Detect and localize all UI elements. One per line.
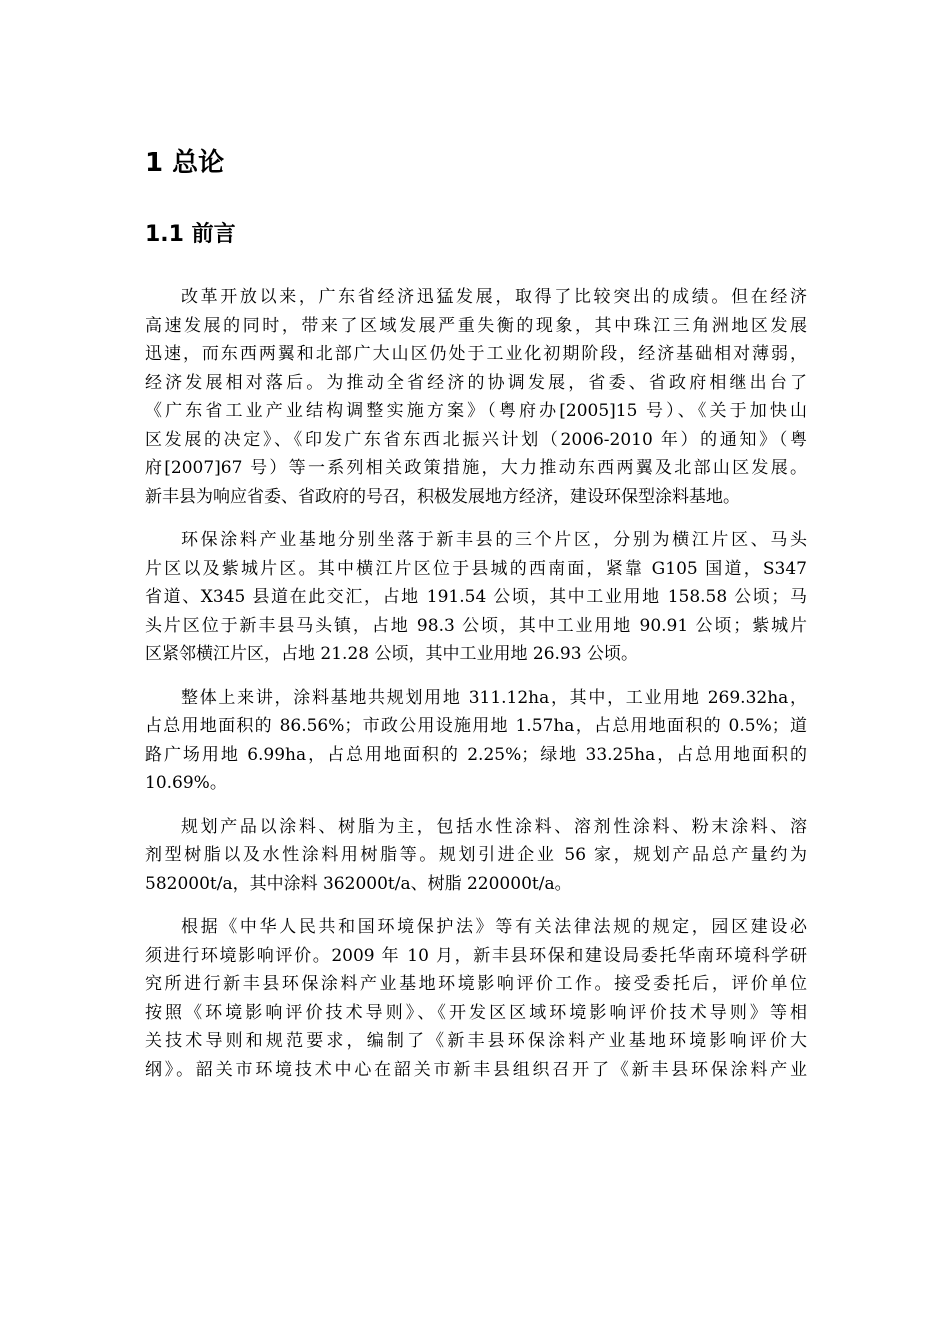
paragraph-line: 究所进行新丰县环保涂料产业基地环境影响评价工作。接受委托后，评价单位 xyxy=(145,974,807,994)
paragraph-line: 整体上来讲，涂料基地共规划用地 311.12ha，其中，工业用地 269.32ha， xyxy=(181,687,807,708)
paragraph-line: 头片区位于新丰县马头镇，占地 98.3 公顷，其中工业用地 90.91 公顷；紫城片 xyxy=(145,615,807,636)
paragraph-line: 高速发展的同时，带来了区域发展严重失衡的现象，其中珠江三角洲地区发展 xyxy=(145,315,807,336)
paragraph-line: 环保涂料产业基地分别坐落于新丰县的三个片区，分别为横江片区、马头 xyxy=(181,530,807,550)
paragraph-line: 剂型树脂以及水性涂料用树脂等。规划引进企业 56 家，规划产品总产量约为 xyxy=(145,845,807,865)
paragraph-line: 《广东省工业产业结构调整实施方案》（粤府办[2005]15 号）、《关于加快山 xyxy=(145,401,807,421)
chapter-title: 1 总论 xyxy=(145,148,225,178)
paragraph-line: 府[2007]67 号）等一系列相关政策措施，大力推动东西两翼及北部山区发展。 xyxy=(145,458,807,478)
paragraph-1 xyxy=(145,283,807,511)
paragraph-line: 须进行环境影响评价。2009 年 10 月，新丰县环保和建设局委托华南环境科学研 xyxy=(145,945,807,966)
paragraph-line: 省道、X345 县道在此交汇，占地 191.54 公顷，其中工业用地 158.58 公顷；马 xyxy=(145,587,807,607)
paragraph-line: 582000t/a，其中涂料 362000t/a、树脂 220000t/a。 xyxy=(145,873,572,894)
paragraph-line: 片区以及紫城片区。其中横江片区位于县城的西南面，紧靠 G105 国道，S347 xyxy=(145,558,807,579)
paragraph-line: 规划产品以涂料、树脂为主，包括水性涂料、溶剂性涂料、粉末涂料、溶 xyxy=(181,816,807,837)
paragraph-line: 区紧邻横江片区，占地 21.28 公顷，其中工业用地 26.93 公顷。 xyxy=(145,644,638,664)
paragraph-line: 10.69%。 xyxy=(145,773,227,793)
paragraph-3 xyxy=(145,684,807,798)
paragraph-line: 纲》。韶关市环境技术中心在韶关市新丰县组织召开了《新丰县环保涂料产业 xyxy=(145,1059,807,1080)
paragraph-2 xyxy=(145,526,807,669)
paragraph-line: 关技术导则和规范要求，编制了《新丰县环保涂料产业基地环境影响评价大 xyxy=(145,1031,807,1051)
paragraph-line: 根据《中华人民共和国环境保护法》等有关法律法规的规定，园区建设必 xyxy=(181,917,807,937)
paragraph-5 xyxy=(145,913,807,1084)
section-title: 1.1 前言 xyxy=(145,222,236,247)
paragraph-4 xyxy=(145,813,807,899)
paragraph-line: 经济发展相对落后。为推动全省经济的协调发展，省委、省政府相继出台了 xyxy=(145,372,807,393)
paragraph-line: 路广场用地 6.99ha，占总用地面积的 2.25%；绿地 33.25ha，占总用地面积的 xyxy=(145,744,807,765)
paragraph-line: 改革开放以来，广东省经济迅猛发展，取得了比较突出的成绩。但在经济 xyxy=(181,287,807,307)
paragraph-line: 迅速，而东西两翼和北部广大山区仍处于工业化初期阶段，经济基础相对薄弱， xyxy=(145,344,807,364)
paragraph-line: 占总用地面积的 86.56%；市政公用设施用地 1.57ha，占总用地面积的 0.5%；道 xyxy=(145,716,807,736)
body-text xyxy=(145,283,807,1099)
paragraph-line: 新丰县为响应省委、省政府的号召，积极发展地方经济，建设环保型涂料基地。 xyxy=(145,486,740,507)
paragraph-line: 区发展的决定》、《印发广东省东西北振兴计划（2006-2010 年）的通知》（粤 xyxy=(145,429,807,450)
paragraph-line: 按照《环境影响评价技术导则》、《开发区区域环境影响评价技术导则》等相 xyxy=(145,1002,807,1023)
